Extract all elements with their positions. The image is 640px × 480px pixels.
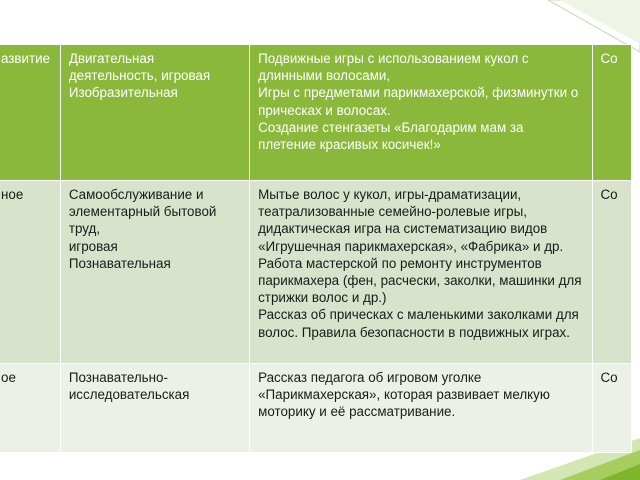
cell-text: ое	[1, 370, 16, 385]
cell-text: Познавательно-исследовательская	[68, 370, 190, 403]
cell-text: Рассказ педагога об игровом уголке «Парикмахерская», которая развивает мелкую моторику и её рассматривание.	[258, 370, 550, 420]
table-cell	[250, 45, 592, 181]
table-cell	[250, 181, 592, 364]
table-cell	[60, 181, 249, 364]
cell-text: Подвижные игры с использованием кукол с длинными волосами, Игры с предметами парикмахерской, физминутки о прическах и волосах. Создание стенгазеты «Благодарим мам за плетение красивых косичек!»	[258, 51, 579, 153]
table-cell	[0, 45, 60, 181]
cell-text: Со	[600, 187, 618, 202]
table-row	[0, 45, 632, 181]
table-cell	[250, 364, 592, 453]
table-cell	[592, 181, 632, 364]
table-row	[0, 181, 632, 364]
cell-text: Самообслуживание и элементарный бытовой труд, игровая Познавательная	[68, 187, 217, 271]
table-cell	[592, 364, 632, 453]
cell-text: Двигательная деятельность, игровая Изобразительная	[68, 51, 211, 101]
cell-text: ное	[1, 187, 24, 202]
cell-text: Со	[600, 370, 618, 385]
table-cell	[60, 45, 249, 181]
table-cell	[60, 364, 249, 453]
table-cell	[0, 181, 60, 364]
top-deco-triangle	[560, 0, 640, 44]
table-cell	[592, 45, 632, 181]
table-cell	[0, 364, 60, 453]
table-row	[0, 364, 632, 453]
cell-text: Мытье волос у кукол, игры-драматизации, театрализованные семейно-ролевые игры, дидактическая игра на систематизацию видов «Игрушечная парикмахерская», «Фабрика» и др. Работа мастерской по ремонту инструментов парикмахера (фен, расчески, заколки, машинки для стрижки волос и др.) Рассказ об прическах с маленькими заколками для волос. Правила безопасности в подвижных играх.	[258, 187, 582, 340]
activities-table	[0, 44, 632, 453]
cell-text: Со	[600, 51, 618, 66]
cell-text: азвитие	[1, 51, 51, 66]
